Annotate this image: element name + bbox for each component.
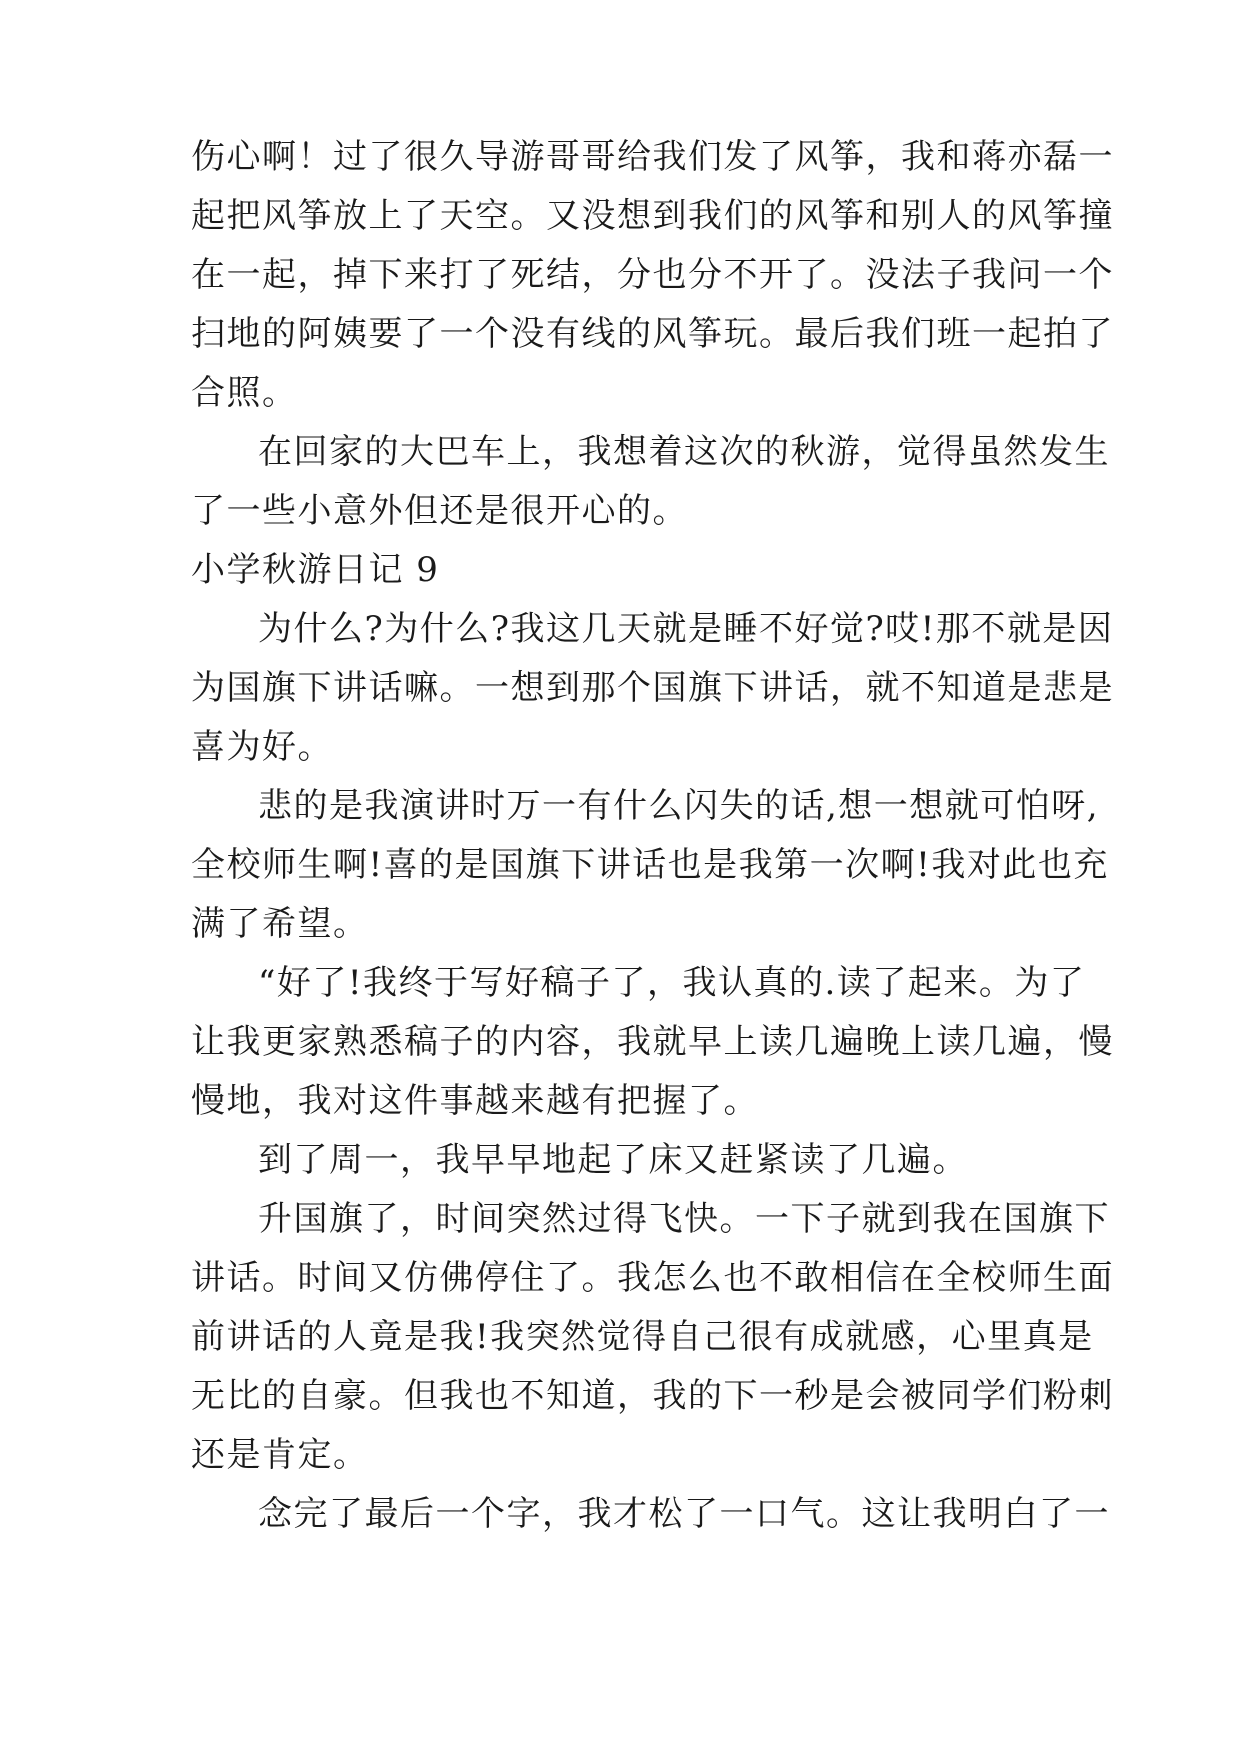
text-line: 了一些小意外但还是很开心的。: [191, 491, 688, 531]
text-line: 慢地，我对这件事越来越有把握了。: [191, 1081, 759, 1121]
paragraph-first-line: 在回家的大巴车上，我想着这次的秋游，觉得虽然发生: [258, 432, 1110, 472]
text-line: 起把风筝放上了天空。又没想到我们的风筝和别人的风筝撞: [191, 196, 1114, 236]
paragraph-first-line: 升国旗了，时间突然过得飞快。一下子就到我在国旗下: [258, 1199, 1110, 1239]
text-line: 还是肯定。: [191, 1435, 369, 1475]
text-line: 前讲话的人竟是我!我突然觉得自己很有成就感，心里真是: [191, 1317, 1094, 1357]
text-line: 让我更家熟悉稿子的内容，我就早上读几遍晚上读几遍，慢: [191, 1022, 1114, 1062]
text-line: 扫地的阿姨要了一个没有线的风筝玩。最后我们班一起拍了: [191, 314, 1114, 354]
paragraph-first-line: 到了周一，我早早地起了床又赶紧读了几遍。: [258, 1140, 968, 1180]
text-line: 满了希望。: [191, 904, 369, 944]
text-line: 讲话。时间又仿佛停住了。我怎么也不敢相信在全校师生面: [191, 1258, 1114, 1298]
paragraph-first-line: 悲的是我演讲时万一有什么闪失的话,想一想就可怕呀,: [258, 786, 1100, 826]
paragraph-first-line: “好了!我终于写好稿子了，我认真的.读了起来。为了: [258, 963, 1086, 1003]
text-line: 合照。: [191, 373, 298, 413]
text-line: 喜为好。: [191, 727, 333, 767]
text-line: 全校师生啊!喜的是国旗下讲话也是我第一次啊!我对此也充: [191, 845, 1109, 885]
section-heading: 小学秋游日记 9: [191, 550, 440, 590]
paragraph-first-line: 念完了最后一个字，我才松了一口气。这让我明白了一: [258, 1494, 1110, 1534]
text-line: 无比的自豪。但我也不知道，我的下一秒是会被同学们粉刺: [191, 1376, 1114, 1416]
paragraph-first-line: 为什么?为什么?我这几天就是睡不好觉?哎!那不就是因: [258, 609, 1114, 649]
text-line: 为国旗下讲话嘛。一想到那个国旗下讲话，就不知道是悲是: [191, 668, 1114, 708]
text-line: 伤心啊！过了很久导游哥哥给我们发了风筝，我和蒋亦磊一: [191, 137, 1114, 177]
text-line: 在一起，掉下来打了死结，分也分不开了。没法子我问一个: [191, 255, 1114, 295]
